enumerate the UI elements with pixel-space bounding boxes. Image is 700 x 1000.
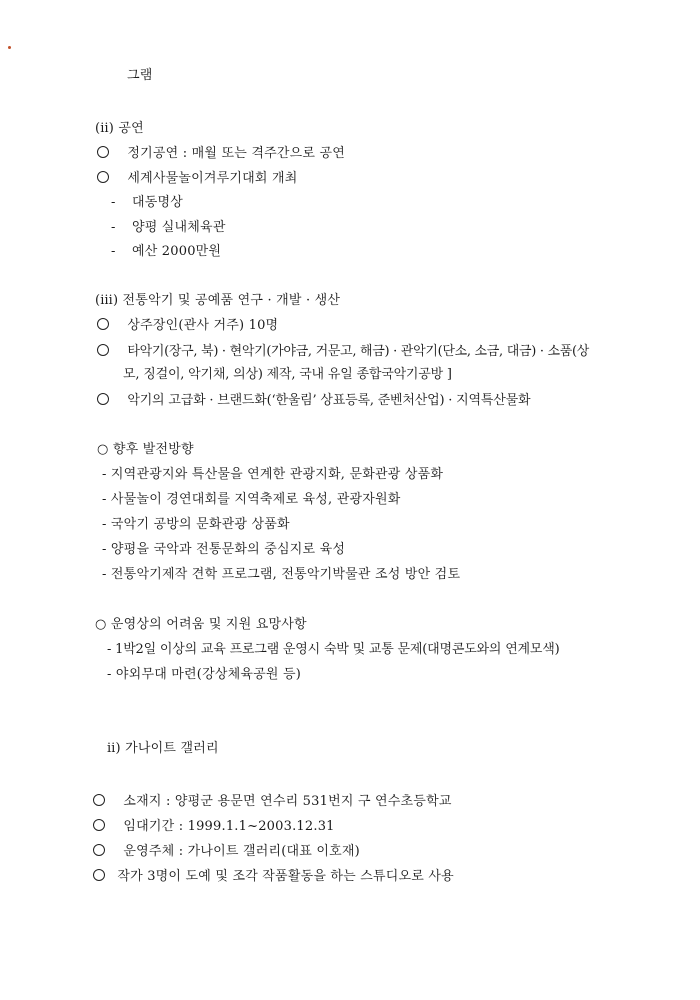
list-item: - 국악기 공방의 문화관광 상품화: [102, 517, 290, 532]
circle-bullet-icon: [93, 819, 105, 831]
list-item-text: 소재지 : 양평군 용문면 연수리 531번지 구 연수초등학교: [123, 794, 452, 809]
list-item: - 야외무대 마련(강상체육공원 등): [107, 667, 301, 682]
list-item: [93, 793, 452, 811]
list-item: [111, 243, 221, 261]
list-item: [97, 317, 278, 335]
list-item-text: 대동명상: [131, 195, 183, 210]
list-item-text: 타악기(장구, 북) · 현악기(가야금, 거문고, 해금) · 관악기(단소, 소금, 대금) · 소품(상: [127, 344, 590, 359]
dash-marker: -: [111, 195, 116, 210]
list-item-text: 정기공연 : 매월 또는 격주간으로 공연: [127, 146, 345, 161]
circle-bullet-icon: [93, 844, 105, 856]
list-item-text: 작가 3명이 도예 및 조각 작품활동을 하는 스튜디오로 사용: [117, 869, 454, 884]
section-heading-performance: (ⅱ) 공연: [95, 121, 144, 136]
list-item: [111, 194, 183, 212]
circle-bullet-icon: [97, 393, 109, 405]
scan-speck: [8, 46, 11, 49]
list-item-text: 세계사물놀이겨루기대회 개최: [127, 171, 298, 186]
list-item: [93, 843, 360, 861]
list-item: [97, 170, 298, 188]
list-item-text: 예산 2000만원: [131, 244, 222, 259]
section-heading-gallery: ⅱ) 가나이트 갤러리: [107, 741, 219, 756]
circle-bullet-icon: [93, 794, 105, 806]
list-item: [93, 868, 454, 886]
circle-bullet-icon: [97, 344, 109, 356]
list-item: [97, 392, 530, 410]
list-item-text: 악기의 고급화 · 브랜드화(‘한울림’ 상표등록, 준벤처산업) · 지역특산물화: [127, 393, 531, 408]
list-item: - 1박2일 이상의 교육 프로그램 운영시 숙박 및 교통 문제(대명콘도와의 연계모색): [107, 642, 560, 657]
list-item: [93, 818, 335, 836]
section-heading-research: (ⅲ) 전통악기 및 공예품 연구 · 개발 · 생산: [95, 293, 341, 308]
list-item: - 사물놀이 경연대회를 지역축제로 육성, 관광자원화: [102, 492, 401, 507]
dash-marker: -: [111, 244, 116, 259]
section-heading-future: ○ 향후 발전방향: [97, 442, 194, 457]
list-item: [97, 145, 345, 163]
list-item-text: 상주장인(관사 거주) 10명: [127, 318, 279, 333]
list-item-text: 임대기간 : 1999.1.1~2003.12.31: [123, 819, 335, 834]
list-item-text: 운영주체 : 가나이트 갤러리(대표 이호재): [123, 844, 360, 859]
list-item: [111, 219, 226, 237]
circle-bullet-icon: [93, 869, 105, 881]
list-item: [97, 343, 589, 361]
dash-marker: -: [111, 220, 116, 235]
circle-bullet-icon: [97, 171, 109, 183]
continued-text: 그램: [127, 68, 153, 83]
list-item: - 지역관광지와 특산물을 연계한 관광지화, 문화관광 상품화: [102, 467, 444, 482]
circle-bullet-icon: [97, 146, 109, 158]
list-item-text: 양평 실내체육관: [131, 220, 226, 235]
circle-bullet-icon: [97, 318, 109, 330]
list-item: - 양평을 국악과 전통문화의 중심지로 육성: [102, 542, 346, 557]
list-item: - 전통악기제작 견학 프로그램, 전통악기박물관 조성 방안 검토: [102, 567, 461, 582]
section-heading-difficulties: ○ 운영상의 어려움 및 지원 요망사항: [95, 617, 307, 632]
list-item-continuation: 모, 징걸이, 악기채, 의상) 제작, 국내 유일 종합국악기공방 ]: [123, 367, 452, 382]
